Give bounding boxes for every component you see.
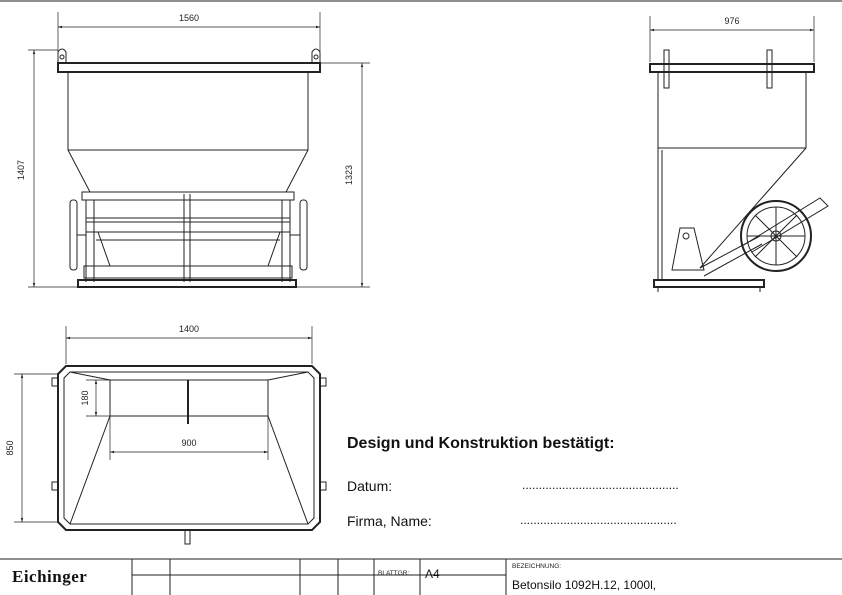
- dim-top-width: 1400: [178, 324, 200, 334]
- date-field[interactable]: ...............................................: [522, 478, 679, 492]
- dim-top-depth: 850: [5, 440, 15, 456]
- dim-opening-width: 900: [181, 438, 197, 448]
- side-view: [650, 16, 828, 292]
- sheet-size-value: A4: [425, 567, 440, 581]
- dim-front-width: 1560: [178, 13, 200, 23]
- dim-side-width: 976: [724, 16, 740, 26]
- company-logo: Eichinger: [12, 567, 88, 586]
- company-name-label: Firma, Name:: [347, 513, 432, 529]
- title-block: [0, 559, 842, 595]
- designation-value: Betonsilo 1092H.12, 1000l,: [512, 578, 657, 592]
- dim-hopper-depth: 180: [80, 390, 90, 406]
- date-label: Datum:: [347, 478, 393, 494]
- dim-front-height-total: 1407: [16, 159, 26, 181]
- confirmation-title: Design und Konstruktion bestätigt:: [347, 435, 615, 452]
- dim-front-height-body: 1323: [344, 164, 354, 186]
- top-view: [14, 326, 326, 544]
- designation-label: BEZEICHNUNG:: [512, 563, 562, 570]
- sheet-size-label: BLATTGR:: [378, 570, 410, 577]
- company-name-field[interactable]: ...............................................: [520, 513, 677, 527]
- front-view: [28, 12, 370, 287]
